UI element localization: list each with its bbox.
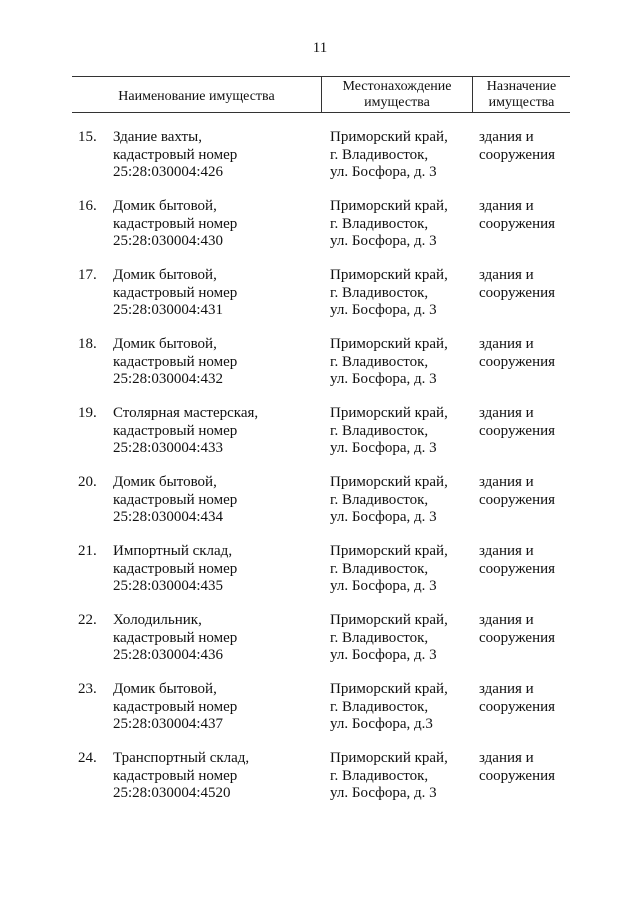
row-name <box>113 543 323 596</box>
row-purpose-line: сооружения <box>479 284 556 301</box>
row-purpose <box>479 681 574 716</box>
row-location <box>330 474 475 527</box>
row-number: 19. <box>78 405 97 421</box>
row-location-line: г. Владивосток, <box>330 629 429 646</box>
row-location <box>330 750 475 803</box>
row-number: 16. <box>78 198 97 214</box>
row-name-line: Холодильник, <box>113 612 202 628</box>
row-name-line: 25:28:030004:437 <box>113 716 224 732</box>
row-name <box>113 750 323 803</box>
table-row <box>0 612 640 681</box>
row-location-line: Приморский край, <box>330 681 448 697</box>
row-location-line: г. Владивосток, <box>330 767 429 784</box>
row-purpose-line: здания и <box>479 612 534 628</box>
row-location-line: г. Владивосток, <box>330 353 429 370</box>
row-purpose <box>479 198 574 233</box>
row-name-line: Домик бытовой, <box>113 474 217 490</box>
table-body <box>0 129 640 819</box>
row-name <box>113 129 323 182</box>
row-location <box>330 129 475 182</box>
row-location-line: Приморский край, <box>330 405 448 421</box>
header-name <box>72 77 322 112</box>
row-purpose-line: здания и <box>479 336 534 352</box>
row-location-line: ул. Босфора, д. 3 <box>330 440 437 456</box>
row-purpose-line: сооружения <box>479 560 556 577</box>
row-name <box>113 267 323 320</box>
row-number: 21. <box>78 543 97 559</box>
row-name-line: кадастровый номер <box>113 698 238 715</box>
row-location <box>330 612 475 665</box>
table-row <box>0 405 640 474</box>
row-name-line: кадастровый номер <box>113 560 238 577</box>
row-purpose-line: сооружения <box>479 767 556 784</box>
row-location-line: Приморский край, <box>330 129 448 145</box>
row-number: 15. <box>78 129 97 145</box>
row-location-line: ул. Босфора, д. 3 <box>330 371 437 387</box>
row-location-line: ул. Босфора, д.3 <box>330 716 433 732</box>
row-location-line: г. Владивосток, <box>330 284 429 301</box>
row-name-line: Здание вахты, <box>113 129 202 145</box>
row-name-line: 25:28:030004:434 <box>113 509 224 525</box>
row-location-line: г. Владивосток, <box>330 215 429 232</box>
row-location-line: ул. Босфора, д. 3 <box>330 647 437 663</box>
row-name-line: кадастровый номер <box>113 284 238 301</box>
row-name-line: кадастровый номер <box>113 491 238 508</box>
row-location-line: г. Владивосток, <box>330 491 429 508</box>
table-row <box>0 681 640 750</box>
table-row <box>0 750 640 819</box>
row-purpose-line: здания и <box>479 474 534 490</box>
row-number: 24. <box>78 750 97 766</box>
row-location-line: Приморский край, <box>330 267 448 283</box>
row-location-line: г. Владивосток, <box>330 146 429 163</box>
row-name <box>113 474 323 527</box>
row-number: 22. <box>78 612 97 628</box>
row-number: 17. <box>78 267 97 283</box>
row-name-line: 25:28:030004:4520 <box>113 785 231 801</box>
row-purpose <box>479 612 574 647</box>
row-name-line: 25:28:030004:426 <box>113 164 224 180</box>
table-row <box>0 198 640 267</box>
row-purpose-line: здания и <box>479 750 534 766</box>
row-name-line: Домик бытовой, <box>113 198 217 214</box>
row-purpose <box>479 267 574 302</box>
table-row <box>0 336 640 405</box>
header-location <box>322 77 473 112</box>
row-name <box>113 405 323 458</box>
row-name-line: 25:28:030004:433 <box>113 440 224 456</box>
row-location-line: г. Владивосток, <box>330 422 429 439</box>
row-name-line: 25:28:030004:432 <box>113 371 224 387</box>
row-location-line: ул. Босфора, д. 3 <box>330 509 437 525</box>
row-name-line: 25:28:030004:435 <box>113 578 224 594</box>
row-location <box>330 543 475 596</box>
row-location-line: г. Владивосток, <box>330 560 429 577</box>
header-purpose-line-1: Назначение <box>486 79 557 94</box>
row-purpose <box>479 750 574 785</box>
row-name-line: кадастровый номер <box>113 146 238 163</box>
row-name-line: Транспортный склад, <box>113 750 250 766</box>
row-purpose <box>479 543 574 578</box>
row-location-line: Приморский край, <box>330 543 448 559</box>
row-location-line: Приморский край, <box>330 474 448 490</box>
header-name-label: Наименование имущества <box>118 89 275 104</box>
row-location-line: ул. Босфора, д. 3 <box>330 302 437 318</box>
table-row <box>0 543 640 612</box>
row-location-line: ул. Босфора, д. 3 <box>330 233 437 249</box>
table-row <box>0 267 640 336</box>
row-name-line: Домик бытовой, <box>113 267 217 283</box>
table-row <box>0 474 640 543</box>
row-location-line: Приморский край, <box>330 750 448 766</box>
row-purpose-line: сооружения <box>479 629 556 646</box>
row-number: 18. <box>78 336 97 352</box>
row-purpose <box>479 129 574 164</box>
row-purpose <box>479 405 574 440</box>
row-name-line: 25:28:030004:431 <box>113 302 224 318</box>
row-purpose <box>479 336 574 371</box>
row-purpose-line: здания и <box>479 681 534 697</box>
row-location-line: г. Владивосток, <box>330 698 429 715</box>
row-location <box>330 681 475 734</box>
row-name <box>113 336 323 389</box>
row-purpose-line: сооружения <box>479 698 556 715</box>
header-location-line-1: Местонахождение <box>342 79 452 94</box>
header-location-line-2: имущества <box>364 95 430 110</box>
row-location-line: Приморский край, <box>330 612 448 628</box>
row-name-line: Импортный склад, <box>113 543 233 559</box>
row-name-line: кадастровый номер <box>113 353 238 370</box>
row-name <box>113 681 323 734</box>
row-location-line: ул. Босфора, д. 3 <box>330 164 437 180</box>
row-name-line: кадастровый номер <box>113 422 238 439</box>
row-name-line: Домик бытовой, <box>113 336 217 352</box>
row-name <box>113 198 323 251</box>
table-header <box>72 76 570 113</box>
row-location <box>330 405 475 458</box>
table-row <box>0 129 640 198</box>
row-purpose-line: здания и <box>479 405 534 421</box>
row-purpose-line: сооружения <box>479 491 556 508</box>
row-purpose-line: сооружения <box>479 146 556 163</box>
row-purpose-line: сооружения <box>479 422 556 439</box>
row-name <box>113 612 323 665</box>
row-purpose-line: здания и <box>479 198 534 214</box>
row-name-line: Столярная мастерская, <box>113 405 259 421</box>
row-name-line: 25:28:030004:436 <box>113 647 224 663</box>
row-location <box>330 198 475 251</box>
row-location-line: ул. Босфора, д. 3 <box>330 785 437 801</box>
row-location <box>330 267 475 320</box>
header-purpose-line-2: имущества <box>488 95 555 110</box>
row-purpose-line: здания и <box>479 543 534 559</box>
row-name-line: Домик бытовой, <box>113 681 217 697</box>
row-location-line: Приморский край, <box>330 198 448 214</box>
row-purpose-line: здания и <box>479 129 534 145</box>
row-location-line: ул. Босфора, д. 3 <box>330 578 437 594</box>
row-purpose-line: сооружения <box>479 353 556 370</box>
row-name-line: 25:28:030004:430 <box>113 233 224 249</box>
row-purpose-line: здания и <box>479 267 534 283</box>
row-location-line: Приморский край, <box>330 336 448 352</box>
row-name-line: кадастровый номер <box>113 767 238 784</box>
row-purpose-line: сооружения <box>479 215 556 232</box>
row-number: 23. <box>78 681 97 697</box>
row-purpose <box>479 474 574 509</box>
row-name-line: кадастровый номер <box>113 629 238 646</box>
page-number: 11 <box>312 40 328 56</box>
row-location <box>330 336 475 389</box>
row-number: 20. <box>78 474 97 490</box>
header-purpose <box>473 77 570 112</box>
row-name-line: кадастровый номер <box>113 215 238 232</box>
